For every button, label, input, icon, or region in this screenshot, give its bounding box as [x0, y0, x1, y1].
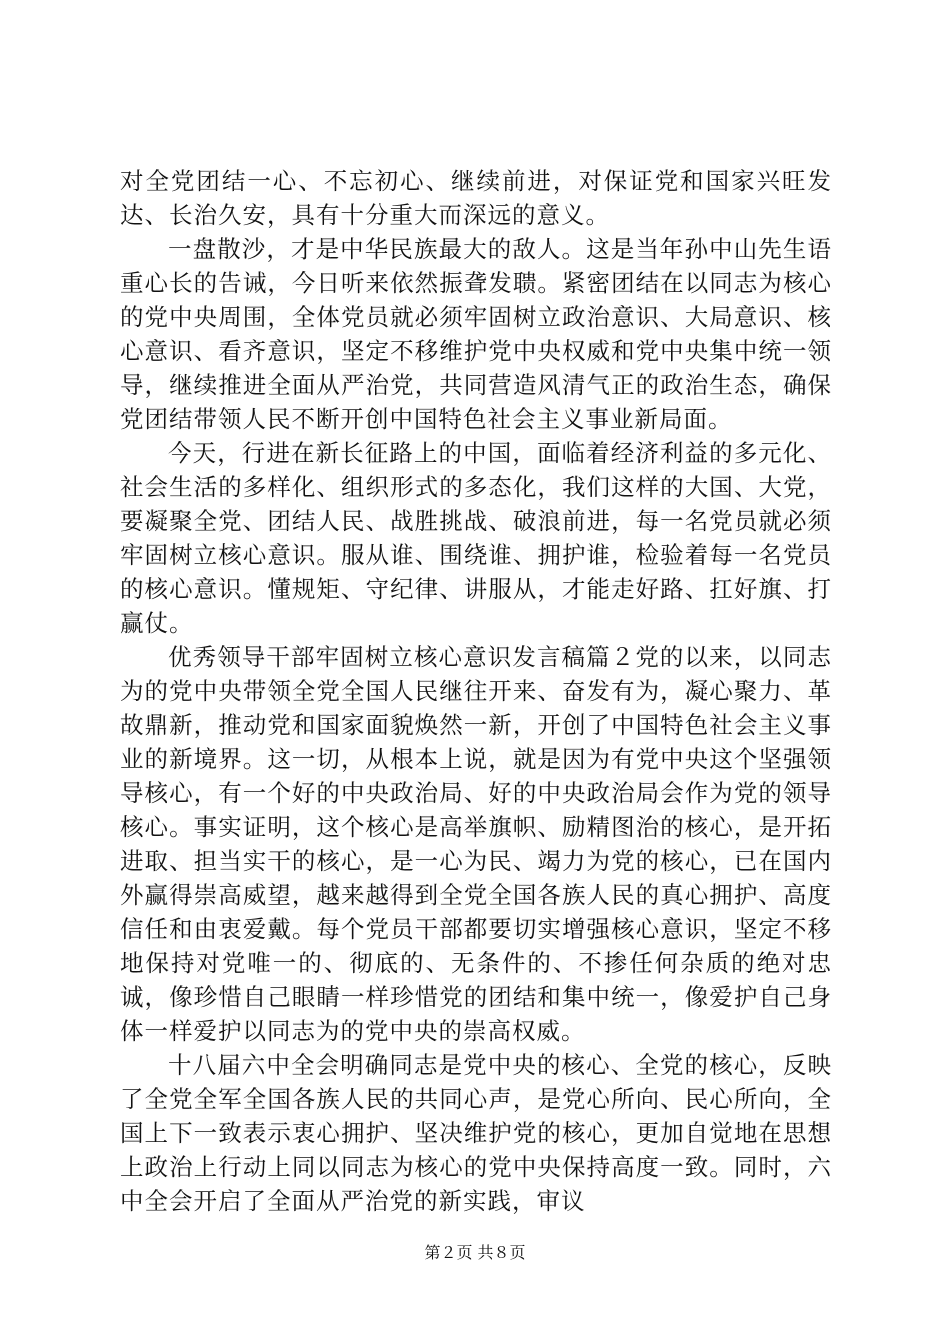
paragraph-3: 今天，行进在新长征路上的中国，面临着经济利益的多元化、社会生活的多样化、组织形式的多态化，我们这样的大国、大党，要凝聚全党、团结人民、战胜挑战、破浪前进，每一名党员就必须牢固树立核心意识。服从谁、围绕谁、拥护谁，检验着每一名党员的核心意识。懂规矩、守纪律、讲服从，才能走好路、扛好旗、打赢仗。: [120, 439, 832, 637]
document-body: [120, 164, 832, 1218]
paragraph-5: 十八届六中全会明确同志是党中央的核心、全党的核心，反映了全党全军全国各族人民的共同心声，是党心所向、民心所向，全国上下一致表示衷心拥护、坚决维护党的核心，更加自觉地在思想上政治上行动上同以同志为核心的党中央保持高度一致。同时，六中全会开启了全面从严治党的新实践，审议: [120, 1051, 832, 1215]
page-footer: [0, 1242, 950, 1264]
paragraph-4: 优秀领导干部牢固树立核心意识发言稿篇２党的以来，以同志为的党中央带领全党全国人民继往开来、奋发有为，凝心聚力、革故鼎新，推动党和国家面貌焕然一新，开创了中国特色社会主义事业的新境界。这一切，从根本上说，就是因为有党中央这个坚强领导核心，有一个好的中央政治局、好的中央政治局会作为党的领导核心。事实证明，这个核心是高举旗帜、励精图治的核心，是开拓进取、担当实干的核心，是一心为民、竭力为党的核心，已在国内外赢得崇高威望，越来越得到全党全国各族人民的真心拥护、高度信任和由衷爱戴。每个党员干部都要切实增强核心意识，坚定不移地保持对党唯一的、彻底的、无条件的、不掺任何杂质的绝对忠诚，像珍惜自己眼睛一样珍惜党的团结和集中统一，像爱护自己身体一样爱护以同志为的党中央的崇高权威。: [120, 643, 832, 1045]
paragraph-1: 对全党团结一心、不忘初心、继续前进，对保证党和国家兴旺发达、长治久安，具有十分重大而深远的意义。: [120, 167, 832, 229]
paragraph-2: 一盘散沙，才是中华民族最大的敌人。这是当年孙中山先生语重心长的告诫，今日听来依然振聋发聩。紧密团结在以同志为核心的党中央周围，全体党员就必须牢固树立政治意识、大局意识、核心意识、看齐意识，坚定不移维护党中央权威和党中央集中统一领导，继续推进全面从严治党，共同营造风清气正的政治生态，确保党团结带领人民不断开创中国特色社会主义事业新局面。: [120, 235, 832, 433]
page-number-label: 第２页 共８页: [424, 1243, 526, 1262]
